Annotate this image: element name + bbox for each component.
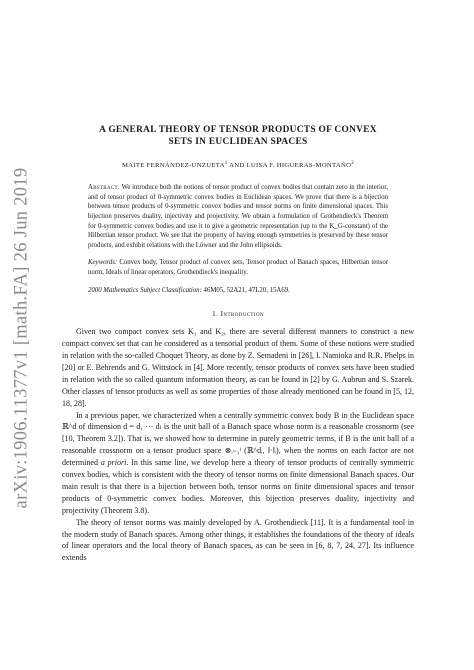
keywords — [88, 258, 388, 277]
title-line-2: SETS IN EUCLIDEAN SPACES — [168, 137, 308, 147]
paragraph-2-part-a: In a previous paper, we characterized when a centrally symmetric convex body B in the Euclidean space ℝ^d of dimension d = d₁ ⋯ dₗ is the unit ball of a Banach space whose norm is a reasonable crossnorm (see [10, Theorem 3.2]). That is, we showed how to determine in purely geometric terms, if B is the unit ball of a reasonable crossnorm on a tensor product space ⊗ᵢ₌₁ˡ (ℝ^dᵢ, ‖·‖ᵢ), when the norms on each factor are not determined — [62, 410, 414, 468]
abstract-label: Abstract. — [88, 184, 120, 192]
paper-page — [62, 124, 414, 564]
authors — [62, 161, 414, 169]
paragraph-2-emphasis: a priori — [100, 458, 127, 468]
paper-title — [62, 124, 414, 148]
author-2-mark: 2 — [351, 161, 355, 166]
section-title-introduction: 1. Introduction — [212, 309, 264, 319]
msc-label: 2000 Mathematics Subject Classification: — [88, 286, 202, 294]
arxiv-identifier: arXiv:1906.11377v1 [math.FA] 26 Jun 2019 — [11, 167, 32, 509]
author-separator: AND LUISA F. HIGUERAS-MONTAÑO — [227, 162, 352, 170]
title-line-1: A GENERAL THEORY OF TENSOR PRODUCTS OF CONVEX — [99, 125, 377, 135]
introduction-body — [62, 326, 414, 564]
keywords-label: Keywords: — [88, 259, 118, 267]
msc-codes: 46M05, 52A21, 47L20, 15A69. — [201, 286, 290, 294]
paragraph-3: The theory of tensor norms was mainly developed by A. Grothendieck [11]. It is a fundamental tool in the modern study of Banach spaces. Among other things, it establishes the foundations of the theory of ideals of linear operators and the local theory of Banach spaces, as can be seen in [6, 8, 7, 24, 27]. Its influence extends — [62, 517, 414, 563]
paragraph-2 — [62, 410, 414, 517]
abstract-text: We introduce both the notions of tensor product of convex bodies that contain zero in the interior, and of tensor product of 0-symmetric convex bodies in Euclidean spaces. We prove that there is a bijection between tensor products of 0-symmetric convex bodies and tensor norms on finite dimensional spaces. This bijection preserves duality, injectivity and projectivity. We obtain a formulation of Grothendieck's Theorem for 0-symmetric convex bodies and use it to give a geometric representation (up to the K_G-constant) of the Hilbertian tensor product. We see that the property of having enough symmetries is preserved by these tensor products, and exhibit relations with the Löwner and the John ellipsoids. — [88, 184, 388, 249]
abstract — [88, 183, 388, 250]
paragraph-2-part-b: . In this same line, we develop here a theory of tensor products of centrally symmetric convex bodies, which is consistent with the theory of tensor norms on finite dimensional Banach spaces. Our main result is that there is a bijection between both, tensor norms on finite dimensional spaces and tensor products of 0-symmetric convex bodies. Moreover, this bijection preserves duality, injectivity and projectivity (Theorem 3.8). — [62, 458, 415, 515]
paragraph-1: Given two compact convex sets K₁ and K₂, there are several different manners to construct a new compact convex set that can be considered as a tensorial product of them. Some of these notions were studied in relation with the so-called Choquet Theory, as done by Z. Semadeni in [26], I. Namioka and R.R. Phelps in [20] or E. Behrends and G. Wittstock in [4]. More recently, tensor products of convex sets have been studied in relation with the so called quantum information theory, as can be found in [2] by G. Aubrun and S. Szarek. Other classes of tensor products as well as some properties of those already mentioned can be found in [5, 12, 18, 28]. — [62, 327, 414, 408]
keywords-text: Convex body, Tensor product of convex sets, Tensor product of Banach spaces, Hilbertian tensor norm, Ideals of linear operators, Grothendieck's inequality. — [88, 259, 388, 276]
author-1: MAITE FERNÁNDEZ-UNZUETA — [121, 162, 225, 170]
arxiv-identifier-stamp — [4, 88, 40, 588]
author-1-mark: 1 — [224, 161, 228, 166]
msc-classification — [88, 286, 388, 296]
